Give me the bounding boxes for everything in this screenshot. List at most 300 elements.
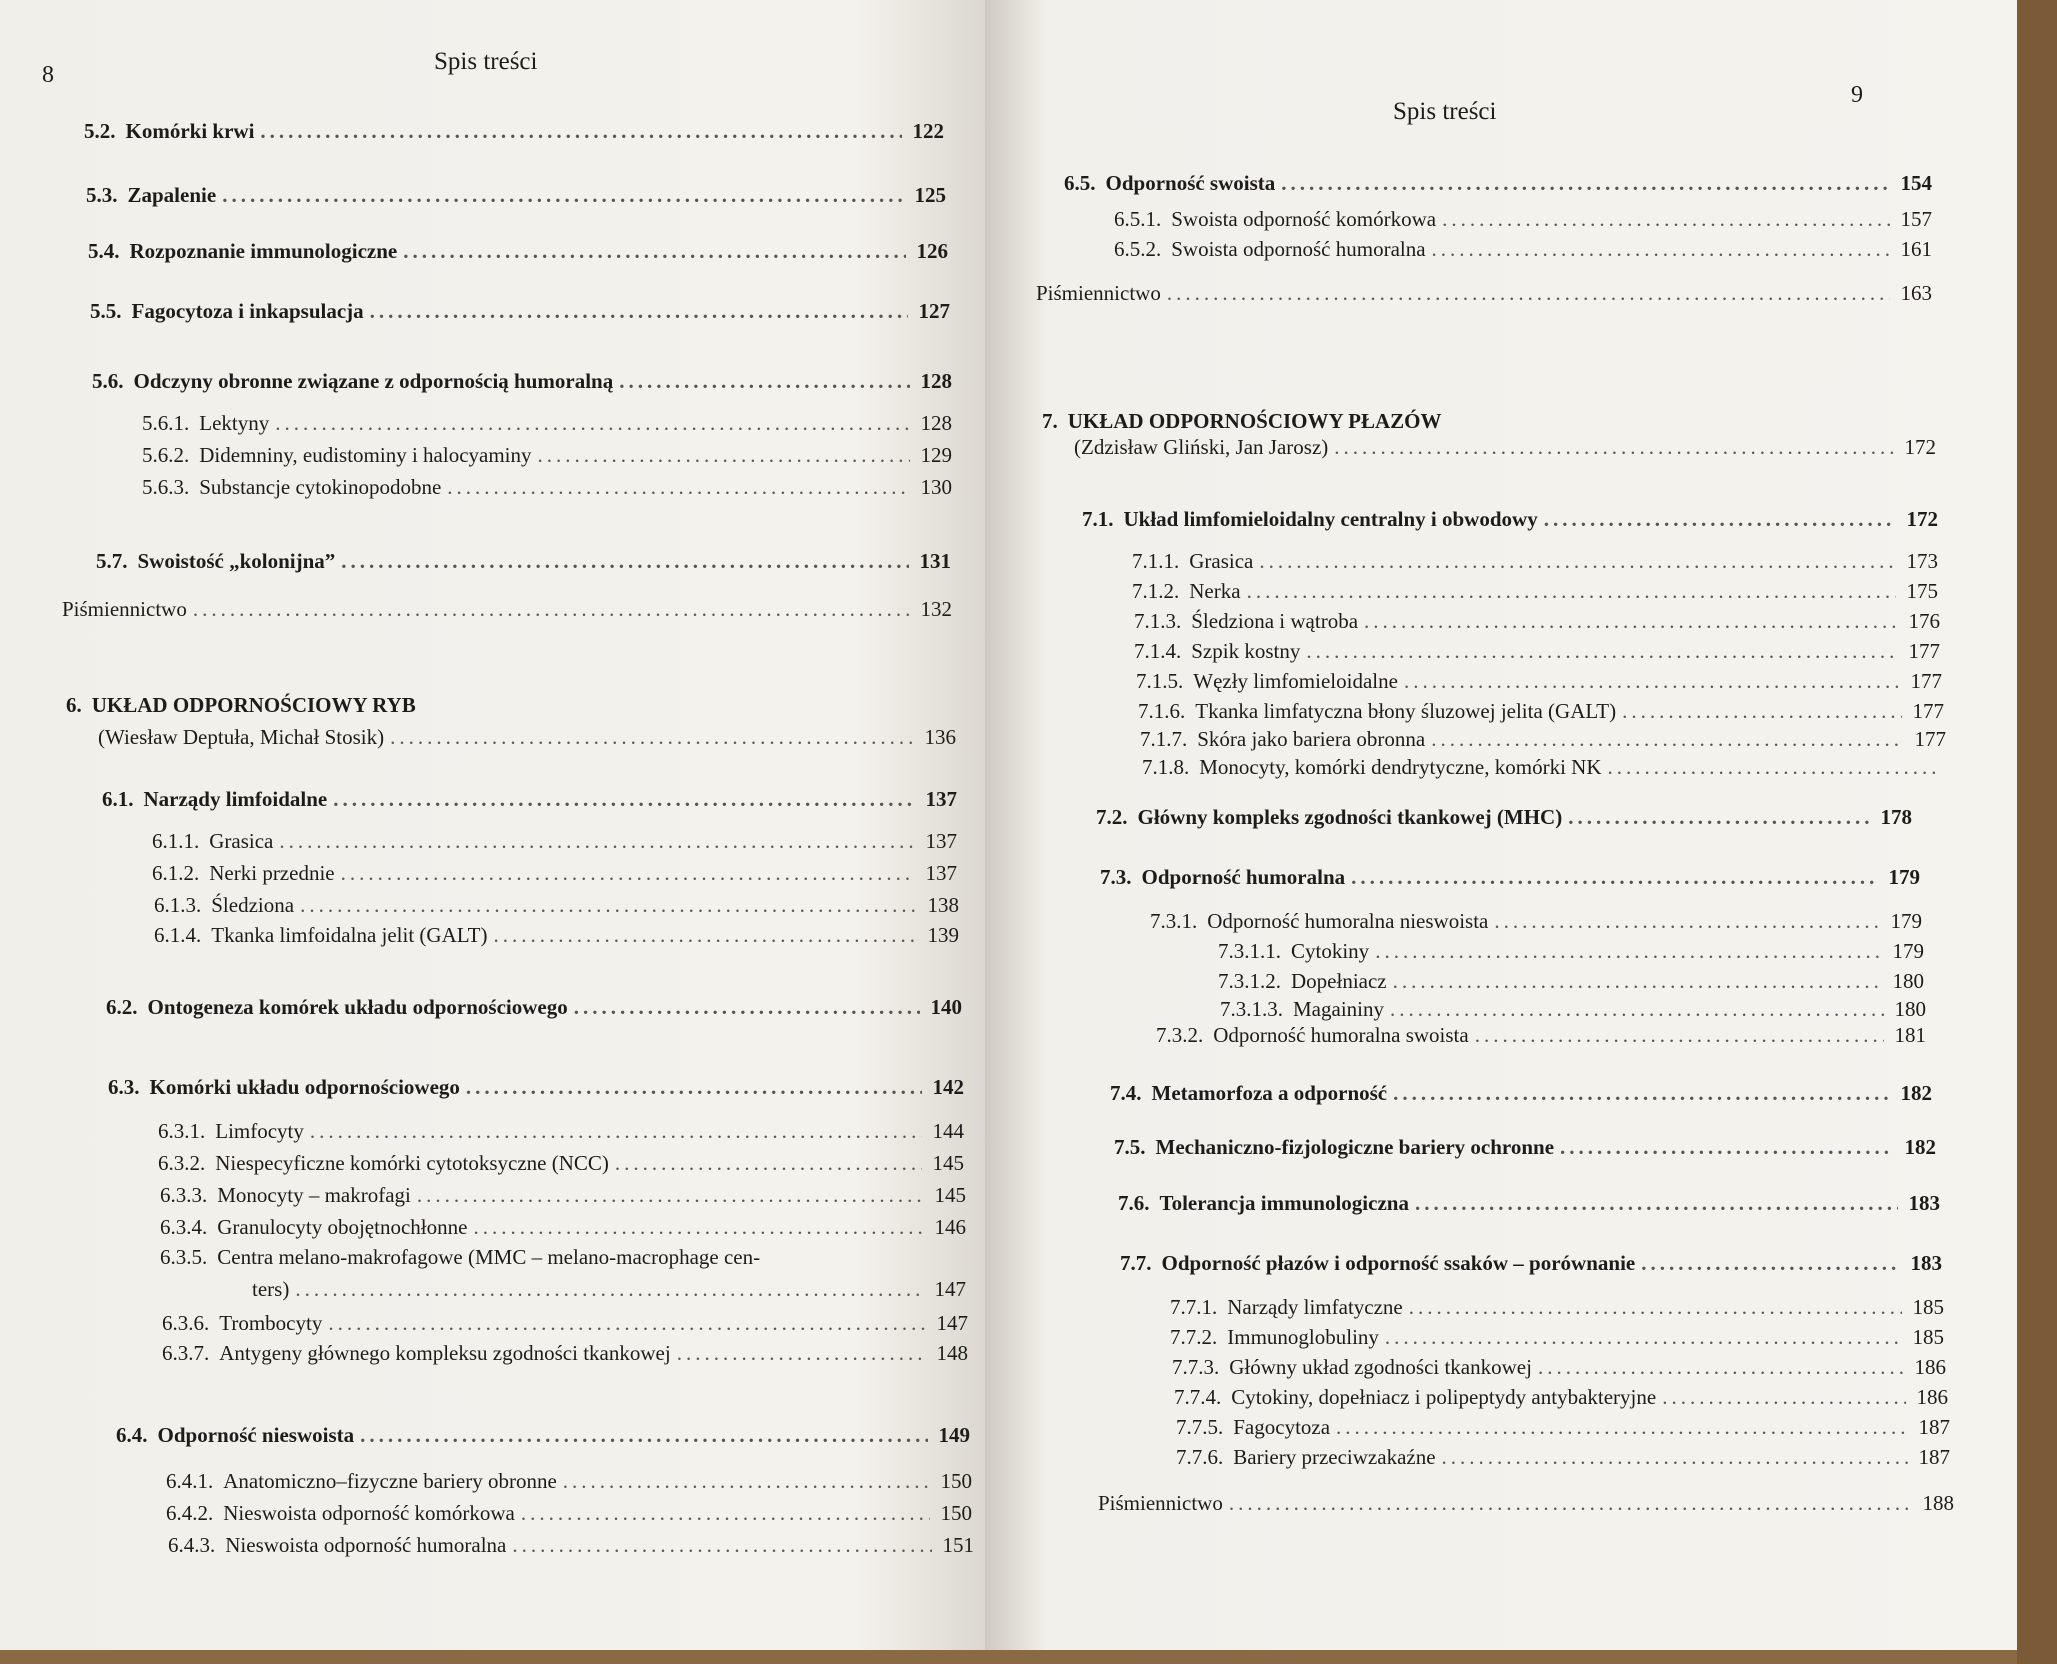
entry-page: 172	[1904, 435, 1936, 459]
entry-title: (Wiesław Deptuła, Michał Stosik)	[98, 725, 385, 749]
toc-entry	[1132, 548, 1938, 574]
entry-number: 6.4.1.	[166, 1469, 214, 1493]
entry-title: Piśmiennictwo	[1036, 281, 1161, 305]
entry-number: 7.3.2.	[1156, 1023, 1204, 1047]
dot-leader	[1334, 434, 1894, 460]
entry-title: Granulocyty obojętnochłonne	[217, 1215, 468, 1239]
entry-page: 137	[925, 861, 957, 885]
right-running-head: Spis treści	[1393, 98, 1497, 125]
entry-page: 140	[930, 995, 962, 1019]
dot-leader	[279, 828, 915, 854]
dot-leader	[1247, 578, 1896, 604]
entry-number: 5.2.	[84, 119, 116, 143]
entry-page: 146	[934, 1215, 966, 1239]
dot-leader	[677, 1340, 926, 1366]
dot-leader	[260, 118, 902, 144]
entry-title: Odporność swoista	[1105, 171, 1276, 195]
toc-entry	[62, 596, 952, 622]
toc-entry	[168, 1532, 974, 1558]
toc-entry	[152, 860, 957, 886]
toc-entry	[1142, 754, 1948, 780]
dot-leader	[1404, 668, 1900, 694]
entry-page: 182	[1904, 1135, 1936, 1159]
entry-title: Nerki przednie	[209, 861, 335, 885]
entry-number: 6.1.4.	[154, 923, 202, 947]
toc-entry	[98, 724, 956, 750]
entry-page: 185	[1912, 1295, 1944, 1319]
entry-title: Tkanka limfatyczna błony śluzowej jelita (GALT)	[1195, 699, 1617, 723]
entry-title: Grasica	[1189, 549, 1254, 573]
toc-entry	[1134, 638, 1940, 664]
dot-leader	[390, 724, 914, 750]
entry-title: Substancje cytokinopodobne	[199, 475, 442, 499]
entry-number: 6.5.1.	[1114, 207, 1162, 231]
entry-page: 128	[920, 369, 952, 393]
dot-leader	[521, 1500, 930, 1526]
entry-page: 138	[927, 893, 959, 917]
entry-number: 7.3.1.1.	[1218, 939, 1281, 963]
dot-leader	[1568, 804, 1870, 830]
entry-number: 6.1.	[102, 787, 134, 811]
toc-entry	[166, 1468, 972, 1494]
toc-entry-6-3-5	[160, 1244, 966, 1270]
entry-page: 122	[912, 119, 944, 143]
entry-number: 7.1.3.	[1134, 609, 1182, 633]
entry-page: 147	[934, 1277, 966, 1301]
left-page-number: 8	[42, 62, 54, 88]
entry-number: 5.7.	[96, 549, 128, 573]
entry-page: 127	[918, 299, 950, 323]
entry-page: 131	[919, 549, 951, 573]
toc-entry	[158, 1150, 964, 1176]
toc-entry	[1172, 1354, 1946, 1380]
dot-leader	[493, 922, 917, 948]
toc-entry	[1170, 1294, 1944, 1320]
entry-page: 186	[1914, 1355, 1946, 1379]
entry-page: 183	[1910, 1251, 1942, 1275]
entry-number: 7.1.1.	[1132, 549, 1180, 573]
entry-number: 7.1.4.	[1134, 639, 1182, 663]
entry-number: 7.7.	[1120, 1251, 1152, 1275]
dot-leader	[466, 1074, 922, 1100]
dot-leader	[403, 238, 906, 264]
entry-title: Rozpoznanie immunologiczne	[129, 239, 398, 263]
entry-title: Główny układ zgodności tkankowej	[1229, 1355, 1532, 1379]
entry-title: Tkanka limfoidalna jelit (GALT)	[211, 923, 488, 947]
dot-leader	[619, 368, 910, 394]
dot-leader	[1431, 726, 1904, 752]
toc-entry	[1220, 996, 1926, 1022]
dot-leader	[1167, 280, 1890, 306]
entry-title: Śledziona i wątroba	[1191, 609, 1359, 633]
entry-page: 142	[932, 1075, 964, 1099]
toc-entry	[1110, 1080, 1932, 1106]
dot-leader	[1641, 1250, 1900, 1276]
toc-entry	[108, 1074, 964, 1100]
dot-leader	[341, 860, 915, 886]
entry-number: 7.	[1042, 409, 1058, 433]
entry-title: Szpik kostny	[1191, 639, 1301, 663]
entry-number: 5.3.	[86, 183, 118, 207]
dot-leader	[1375, 938, 1882, 964]
entry-title: Magaininy	[1293, 997, 1384, 1021]
entry-title: Fagocytoza	[1233, 1415, 1331, 1439]
dot-leader	[1336, 1414, 1908, 1440]
toc-entry	[1132, 578, 1938, 604]
entry-number: 6.2.	[106, 995, 138, 1019]
entry-page: 161	[1900, 237, 1932, 261]
entry-page: 176	[1908, 609, 1940, 633]
entry-title: Didemniny, eudistominy i halocyaminy	[199, 443, 532, 467]
toc-entry	[160, 1182, 966, 1208]
entry-page: 150	[940, 1469, 972, 1493]
entry-page: 175	[1906, 579, 1938, 603]
toc-entry	[86, 182, 946, 208]
toc-entry	[66, 692, 666, 718]
entry-number: 6.3.1.	[158, 1119, 206, 1143]
dot-leader	[1475, 1022, 1884, 1048]
dot-leader	[1393, 968, 1882, 994]
entry-number: 5.6.2.	[142, 443, 190, 467]
toc-entry	[1120, 1250, 1942, 1276]
entry-number: 7.3.1.2.	[1218, 969, 1281, 993]
entry-number: 6.4.2.	[166, 1501, 214, 1525]
dot-leader	[1432, 236, 1890, 262]
toc-entry	[1074, 434, 1936, 460]
entry-title: Antygeny głównego kompleksu zgodności tkankowej	[219, 1341, 671, 1365]
entry-number: 6.5.2.	[1114, 237, 1162, 261]
entry-title: UKŁAD ODPORNOŚCIOWY RYB	[91, 693, 416, 717]
toc-entry	[160, 1214, 966, 1240]
toc-entry	[1064, 170, 1932, 196]
entry-page: 180	[1892, 969, 1924, 993]
dot-leader	[417, 1182, 924, 1208]
entry-page: 129	[920, 443, 952, 467]
entry-page: 145	[932, 1151, 964, 1175]
dot-leader	[1415, 1190, 1898, 1216]
dot-leader	[574, 994, 920, 1020]
entry-page: 177	[1908, 639, 1940, 663]
dot-leader	[1351, 864, 1878, 890]
entry-title: Mechaniczno-fizjologiczne bariery ochronne	[1155, 1135, 1555, 1159]
dot-leader	[333, 786, 915, 812]
toc-entry	[1176, 1444, 1950, 1470]
toc-entry	[158, 1118, 964, 1144]
entry-title: Odporność humoralna nieswoista	[1207, 909, 1489, 933]
left-page	[0, 0, 1005, 1650]
toc-entry	[1098, 1490, 1954, 1516]
dot-leader	[447, 474, 910, 500]
entry-title: Limfocyty	[215, 1119, 304, 1143]
entry-page: 147	[936, 1311, 968, 1335]
entry-number: 6.3.2.	[158, 1151, 206, 1175]
entry-title: Odporność humoralna swoista	[1213, 1023, 1469, 1047]
toc-entry	[116, 1422, 970, 1448]
entry-page: 178	[1880, 805, 1912, 829]
toc-entry	[162, 1340, 968, 1366]
dot-leader	[1393, 1080, 1890, 1106]
entry-title: Narządy limfoidalne	[143, 787, 328, 811]
dot-leader	[1538, 1354, 1904, 1380]
toc-entry-6-3-5-continued	[252, 1276, 966, 1302]
dot-leader	[1385, 1324, 1902, 1350]
dot-leader	[1409, 1294, 1902, 1320]
entry-number: 7.2.	[1096, 805, 1128, 829]
entry-number: 6.3.5.	[160, 1245, 208, 1269]
right-page-number: 9	[1851, 82, 1863, 108]
entry-page: 149	[938, 1423, 970, 1447]
toc-entry	[1174, 1384, 1948, 1410]
entry-number: 6.3.7.	[162, 1341, 210, 1365]
entry-title: Metamorfoza a odporność	[1151, 1081, 1388, 1105]
entry-number: 7.1.5.	[1136, 669, 1184, 693]
entry-page: 130	[920, 475, 952, 499]
toc-entry	[88, 238, 948, 264]
entry-page: 185	[1912, 1325, 1944, 1349]
entry-title: Swoistość „kolonijna”	[137, 549, 336, 573]
dot-leader	[310, 1118, 922, 1144]
entry-title: Piśmiennictwo	[62, 597, 187, 621]
entry-page: 180	[1894, 997, 1926, 1021]
entry-number: 7.6.	[1118, 1191, 1150, 1215]
entry-number: 6.5.	[1064, 171, 1096, 195]
toc-entry	[1136, 668, 1942, 694]
dot-leader	[1607, 754, 1942, 780]
dot-leader	[1622, 698, 1902, 724]
toc-entry	[92, 368, 952, 394]
toc-entry	[84, 118, 944, 144]
entry-page: 173	[1906, 549, 1938, 573]
entry-page: 179	[1888, 865, 1920, 889]
toc-entry	[154, 892, 959, 918]
entry-title: Lektyny	[199, 411, 270, 435]
dot-leader	[1281, 170, 1890, 196]
toc-entry	[1138, 698, 1944, 724]
entry-title: Komórki krwi	[125, 119, 255, 143]
entry-page: 139	[927, 923, 959, 947]
dot-leader	[193, 596, 910, 622]
entry-number: 7.1.7.	[1140, 727, 1188, 751]
dot-leader	[1560, 1134, 1894, 1160]
entry-page: 125	[914, 183, 946, 207]
entry-page: 151	[942, 1533, 974, 1557]
dot-leader	[1390, 996, 1884, 1022]
toc-entry	[1170, 1324, 1944, 1350]
dot-leader	[300, 892, 917, 918]
toc-entry	[1096, 804, 1912, 830]
entry-page: 183	[1908, 1191, 1940, 1215]
entry-title: Śledziona	[211, 893, 295, 917]
entry-title: Odporność płazów i odporność ssaków – porównanie	[1161, 1251, 1636, 1275]
toc-entry	[1218, 938, 1924, 964]
entry-number: 7.7.2.	[1170, 1325, 1218, 1349]
toc-entry	[162, 1310, 968, 1336]
toc-entry	[106, 994, 962, 1020]
entry-number: 7.7.3.	[1172, 1355, 1220, 1379]
entry-title: Narządy limfatyczne	[1227, 1295, 1403, 1319]
entry-title: Swoista odporność humoralna	[1171, 237, 1426, 261]
entry-page: 148	[936, 1341, 968, 1365]
entry-number: 7.5.	[1114, 1135, 1146, 1159]
entry-title: Zapalenie	[127, 183, 217, 207]
dot-leader	[563, 1468, 930, 1494]
entry-page: 126	[916, 239, 948, 263]
toc-entry	[1150, 908, 1922, 934]
entry-number: 6.3.	[108, 1075, 140, 1099]
toc-entry	[1036, 280, 1932, 306]
entry-title: Bariery przeciwzakaźne	[1233, 1445, 1436, 1469]
toc-entry	[1042, 408, 1642, 434]
entry-number: 7.4.	[1110, 1081, 1142, 1105]
entry-number: 6.	[66, 693, 82, 717]
entry-title: Tolerancja immunologiczna	[1159, 1191, 1409, 1215]
toc-entry	[102, 786, 957, 812]
toc-entry	[1156, 1022, 1926, 1048]
dot-leader	[1306, 638, 1898, 664]
entry-page: 187	[1918, 1415, 1950, 1439]
entry-title: Trombocyty	[219, 1311, 323, 1335]
entry-page: 137	[925, 787, 957, 811]
entry-title: Nerka	[1189, 579, 1241, 603]
toc-entry	[152, 828, 957, 854]
entry-title: Główny kompleks zgodności tkankowej (MHC)	[1137, 805, 1563, 829]
entry-page: 145	[934, 1183, 966, 1207]
entry-title: (Zdzisław Gliński, Jan Jarosz)	[1074, 435, 1329, 459]
toc-entry	[96, 548, 951, 574]
entry-title: Odporność nieswoista	[157, 1423, 355, 1447]
toc-entry	[1176, 1414, 1950, 1440]
dot-leader	[1364, 608, 1898, 634]
toc-entry	[1082, 506, 1938, 532]
entry-page: 172	[1906, 507, 1938, 531]
desk-surface	[2017, 0, 2057, 1664]
entry-number: 5.6.	[92, 369, 124, 393]
entry-number: 7.1.2.	[1132, 579, 1180, 603]
toc-entry	[142, 474, 952, 500]
entry-page: 136	[924, 725, 956, 749]
dot-leader	[328, 1310, 926, 1336]
dot-leader	[1442, 206, 1890, 232]
entry-number: 7.3.1.3.	[1220, 997, 1283, 1021]
entry-number: 6.4.3.	[168, 1533, 216, 1557]
entry-number: 7.1.6.	[1138, 699, 1186, 723]
dot-leader	[1259, 548, 1896, 574]
dot-leader	[1229, 1490, 1912, 1516]
toc-entry	[1100, 864, 1920, 890]
entry-title: Anatomiczno–fizyczne bariery obronne	[223, 1469, 557, 1493]
entry-number: 6.1.2.	[152, 861, 200, 885]
entry-page: 163	[1900, 281, 1932, 305]
entry-title: Nieswoista odporność komórkowa	[223, 1501, 515, 1525]
dot-leader	[341, 548, 909, 574]
entry-title: Swoista odporność komórkowa	[1171, 207, 1437, 231]
toc-entry	[142, 442, 952, 468]
entry-page: 188	[1922, 1491, 1954, 1515]
dot-leader	[222, 182, 904, 208]
left-running-head: Spis treści	[434, 48, 538, 75]
entry-number: 6.3.3.	[160, 1183, 208, 1207]
entry-title: Węzły limfomieloidalne	[1193, 669, 1398, 693]
entry-number: 7.7.6.	[1176, 1445, 1224, 1469]
toc-entry	[1218, 968, 1924, 994]
toc-entry	[142, 410, 952, 436]
dot-leader	[1442, 1444, 1908, 1470]
entry-number: 7.7.5.	[1176, 1415, 1224, 1439]
entry-number: 5.4.	[88, 239, 120, 263]
entry-page: 186	[1916, 1385, 1948, 1409]
entry-page: 128	[920, 411, 952, 435]
entry-title: Skóra jako bariera obronna	[1197, 727, 1426, 751]
dot-leader	[1494, 908, 1880, 934]
entry-title: UKŁAD ODPORNOŚCIOWY PŁAZÓW	[1067, 409, 1442, 433]
dot-leader	[1662, 1384, 1906, 1410]
entry-title: Immunoglobuliny	[1227, 1325, 1379, 1349]
entry-title: Monocyty, komórki dendrytyczne, komórki NK	[1199, 755, 1602, 779]
entry-page: 177	[1912, 699, 1944, 723]
dot-leader	[370, 298, 908, 324]
entry-page: 179	[1890, 909, 1922, 933]
toc-entry	[1118, 1190, 1940, 1216]
dot-leader	[360, 1422, 928, 1448]
entry-number: 7.1.8.	[1142, 755, 1190, 779]
entry-title: Niespecyficzne komórki cytotoksyczne (NCC)	[215, 1151, 609, 1175]
entry-number: 6.3.6.	[162, 1311, 210, 1335]
entry-title: Odporność humoralna	[1141, 865, 1346, 889]
entry-number: 6.4.	[116, 1423, 148, 1447]
dot-leader	[615, 1150, 922, 1176]
dot-leader	[1544, 506, 1896, 532]
dot-leader	[512, 1532, 932, 1558]
entry-page: 177	[1910, 669, 1942, 693]
entry-number: 5.5.	[90, 299, 122, 323]
entry-number: 7.1.	[1082, 507, 1114, 531]
entry-page: 157	[1900, 207, 1932, 231]
entry-title: Piśmiennictwo	[1098, 1491, 1223, 1515]
toc-entry	[1114, 206, 1932, 232]
entry-number: 5.6.1.	[142, 411, 190, 435]
entry-number: 6.3.4.	[160, 1215, 208, 1239]
entry-title: Układ limfomieloidalny centralny i obwodowy	[1123, 507, 1538, 531]
dot-leader	[295, 1276, 924, 1302]
entry-number: 6.1.1.	[152, 829, 200, 853]
right-page	[985, 0, 2025, 1650]
entry-title: Dopełniacz	[1291, 969, 1387, 993]
entry-number: 5.6.3.	[142, 475, 190, 499]
entry-number: 7.7.1.	[1170, 1295, 1218, 1319]
dot-leader	[473, 1214, 924, 1240]
toc-entry	[154, 922, 959, 948]
entry-title: Komórki układu odpornościowego	[149, 1075, 460, 1099]
entry-page: 179	[1892, 939, 1924, 963]
dot-leader	[275, 410, 910, 436]
entry-page: 137	[925, 829, 957, 853]
toc-entry	[1114, 1134, 1936, 1160]
entry-title: Nieswoista odporność humoralna	[225, 1533, 507, 1557]
entry-page: 181	[1894, 1023, 1926, 1047]
entry-title: Centra melano-makrofagowe (MMC – melano-macrophage cen-	[217, 1245, 761, 1269]
entry-title: Cytokiny	[1291, 939, 1370, 963]
entry-page: 187	[1918, 1445, 1950, 1469]
entry-page: 154	[1900, 171, 1932, 195]
entry-number: 6.1.3.	[154, 893, 202, 917]
toc-entry	[1140, 726, 1946, 752]
entry-title: Odczyny obronne związane z odpornością humoralną	[133, 369, 614, 393]
entry-page: 150	[940, 1501, 972, 1525]
entry-page: 144	[932, 1119, 964, 1143]
entry-page: 177	[1914, 727, 1946, 751]
entry-page: 132	[920, 597, 952, 621]
entry-title: Monocyty – makrofagi	[217, 1183, 411, 1207]
